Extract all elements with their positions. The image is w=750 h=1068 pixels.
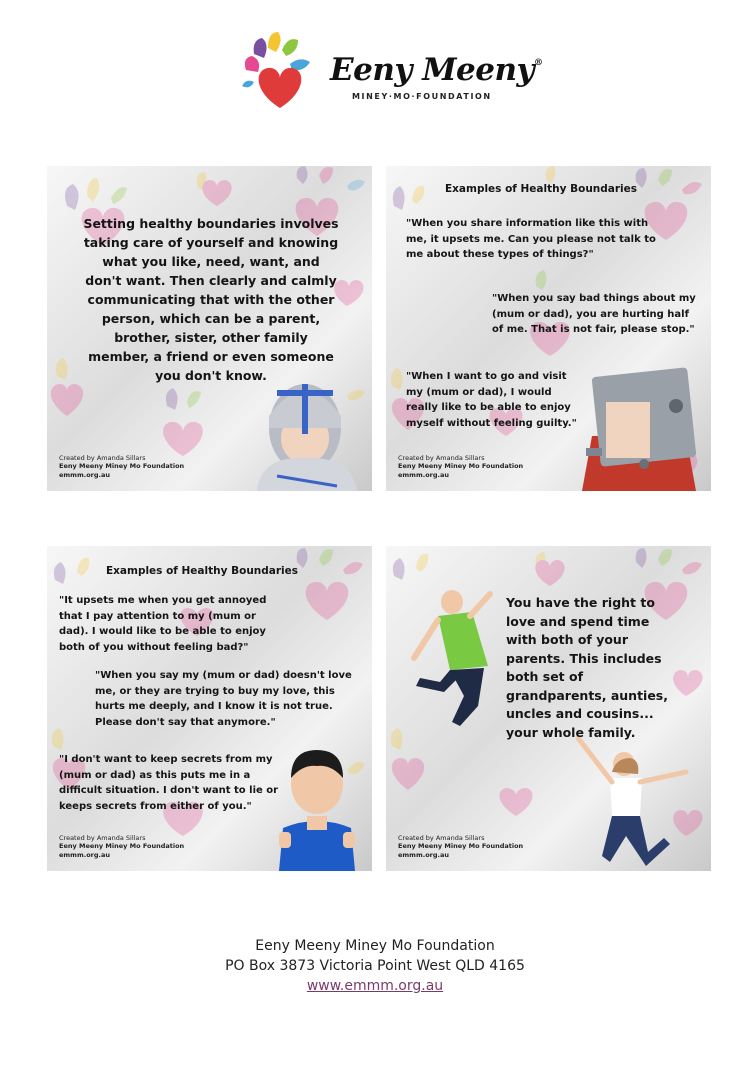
page-footer [0, 936, 750, 996]
right-to-family-text: You have the right to love and spend time with both of your parents. This includes both set of grandparents, aunties, uncles and cousins... your whole family. [506, 595, 668, 740]
boundary-example-1: "It upsets me when you get annoyed that I pay attention to my (mum or dad). I would like to be able to enjoy both of you without feeling bad?" [59, 595, 267, 653]
boundary-example-2: "When you say bad things about my (mum or dad), you are hurting half of me. That is not fair, please stop." [492, 293, 696, 335]
examples-heading: Examples of Healthy Boundaries [105, 565, 299, 577]
info-card-1 [47, 166, 372, 491]
child-photo-robot [582, 367, 696, 491]
card-credit: Created by Amanda Sillars Eeny Meeny Miney Mo Foundation emmm.org.au [59, 833, 185, 859]
boundary-example-2: "When you say my (mum or dad) doesn't love me, or they are trying to buy my love, this hurts me deeply, and I know it is not true. Please don't say that anymore." [95, 670, 352, 728]
child-photo-jumping-boy [414, 590, 490, 726]
website-link[interactable]: www.emmm.org.au [306, 978, 444, 994]
brand-name: Eeny Meeny® [330, 52, 543, 88]
foundation-logo [240, 28, 543, 108]
info-card-4 [386, 546, 711, 871]
boundary-example-3: "I don't want to keep secrets from my (mum or dad) as this puts me in a difficult situation. I don't want to lie or keeps secrets from either of you." [59, 754, 279, 812]
child-photo-thumbs-up [279, 750, 355, 871]
boundaries-definition-text: Setting healthy boundaries involves taking care of yourself and knowing what you like, need, want, and don't want. Then clearly and calmly communicating that with the other person, which can be a parent, brother, sister, other family member, a friend or even someone you don't know. [83, 216, 339, 383]
boundary-example-3: "When I want to go and visit my (mum or dad), I would really like to be able to enjoy myself without feeling guilty." [406, 371, 577, 429]
info-card-3 [47, 546, 372, 871]
child-photo-jumping-girl [578, 738, 686, 866]
postal-address: PO Box 3873 Victoria Point West QLD 4165 [225, 958, 525, 974]
examples-heading: Examples of Healthy Boundaries [444, 183, 638, 195]
hands-heart-icon [240, 28, 320, 110]
child-photo-knight [257, 384, 357, 491]
card-credit: Created by Amanda Sillars Eeny Meeny Miney Mo Foundation emmm.org.au [59, 453, 185, 479]
card-credit: Created by Amanda Sillars Eeny Meeny Miney Mo Foundation emmm.org.au [398, 833, 524, 859]
brand-tagline: MINEY·MO·FOUNDATION [352, 92, 492, 101]
boundary-example-1: "When you share information like this with me, it upsets me. Can you please not talk to me about these types of things?" [406, 218, 656, 260]
info-card-2 [386, 166, 711, 491]
card-credit: Created by Amanda Sillars Eeny Meeny Miney Mo Foundation emmm.org.au [398, 453, 524, 479]
foundation-name: Eeny Meeny Miney Mo Foundation [255, 938, 495, 954]
